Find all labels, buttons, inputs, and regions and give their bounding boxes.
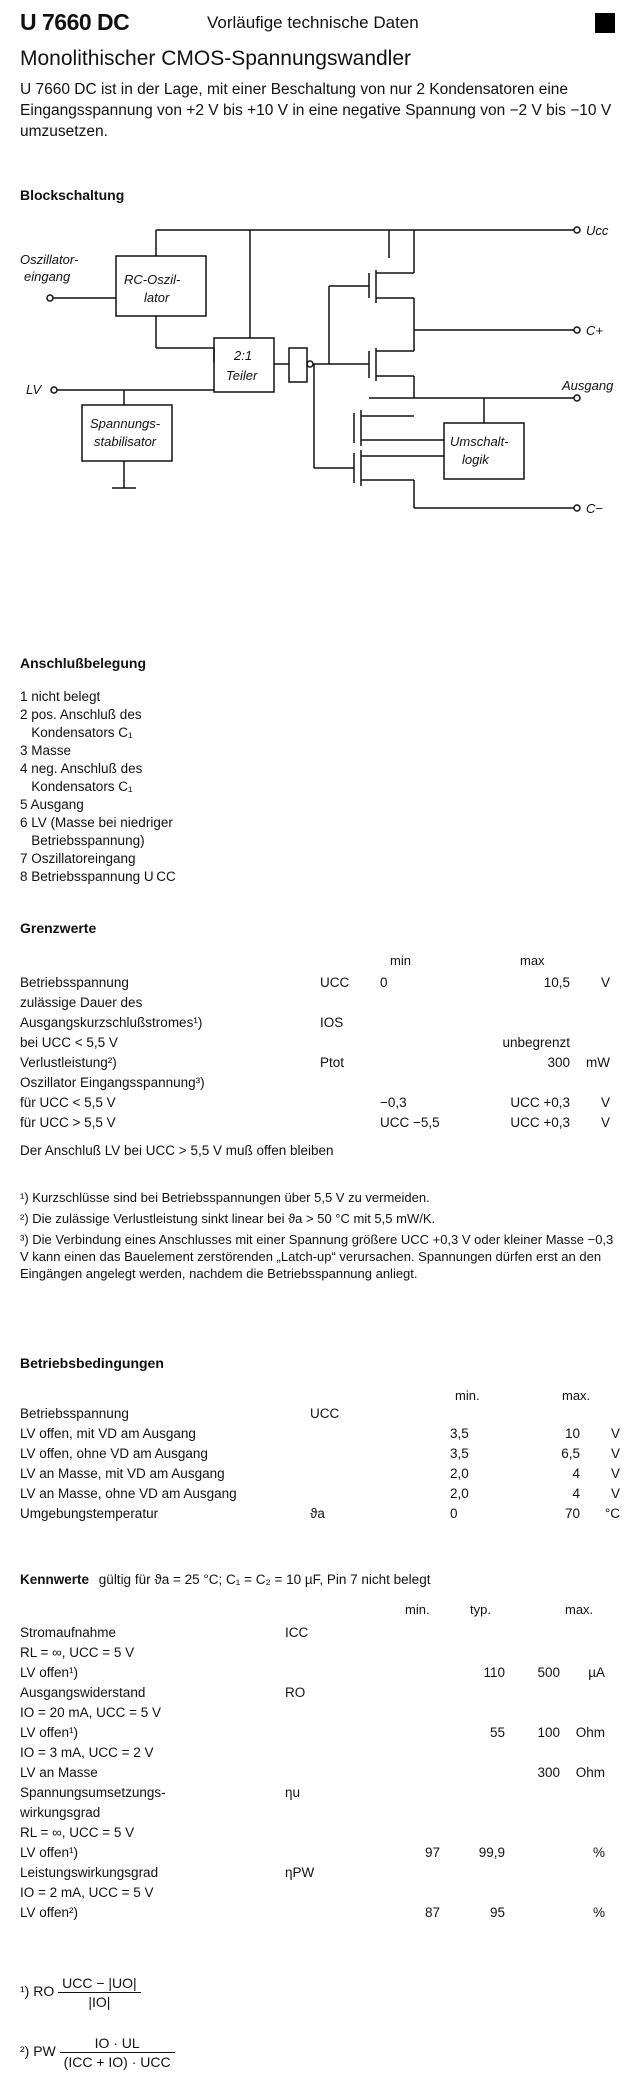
char-col-max: max. (565, 1602, 594, 1617)
cell-typ: 110 (483, 1665, 505, 1680)
cell-unit: V (610, 1426, 620, 1441)
cell-typ (440, 1785, 505, 1805)
cell-min: 3,5 (450, 1426, 469, 1441)
cell-sym: IOS (320, 1015, 344, 1030)
buffer-block (289, 348, 307, 382)
cell-param: LV offen²) (20, 1905, 79, 1920)
cell-sym (320, 1095, 380, 1115)
characteristics-heading-line (20, 1572, 430, 1587)
cell-min: 2,0 (450, 1466, 469, 1481)
cell-min: 0 (380, 975, 388, 990)
table-row (20, 1905, 605, 1925)
characteristics-table (20, 1625, 605, 1925)
table-row (20, 1446, 620, 1466)
formula-power-efficiency (20, 2035, 175, 2070)
pin-item: 4 neg. Anschluß des (20, 761, 143, 776)
cell-param: Betriebsspannung (20, 975, 129, 990)
c-minus-terminal (574, 505, 580, 511)
pin-item: 5 Ausgang (20, 797, 84, 812)
cell-unit (560, 1805, 605, 1825)
cell-param: Leistungswirkungsgrad (20, 1865, 159, 1880)
cell-min (380, 1075, 460, 1095)
pin-item: Kondensators C₁ (20, 779, 133, 794)
table-row (20, 1825, 605, 1845)
pinout-list (20, 688, 320, 886)
table-row (20, 1055, 610, 1075)
formula-2-label: ²) PW (20, 2043, 56, 2060)
lv-terminal (51, 387, 57, 393)
cell-max: 100 (537, 1725, 560, 1740)
formula-1-denominator: |IO| (88, 1994, 111, 2010)
operating-col-min: min. (455, 1388, 480, 1403)
cell-min (400, 1665, 440, 1685)
cell-min: 2,0 (450, 1486, 469, 1501)
cell-typ (440, 1685, 505, 1705)
cell-param: LV an Masse (20, 1765, 98, 1780)
table-row (20, 995, 610, 1015)
cell-typ (440, 1805, 505, 1825)
cell-unit (570, 1035, 610, 1055)
cell-max (505, 1625, 560, 1645)
svg-text:lator: lator (144, 290, 170, 305)
cell-min (400, 1765, 440, 1785)
cell-typ (440, 1745, 505, 1765)
limits-col-min: min (390, 953, 411, 968)
cell-min: 97 (424, 1845, 440, 1860)
product-title: Monolithischer CMOS-Spannungswandler (20, 47, 412, 70)
table-row (20, 1885, 605, 1905)
cell-param: Umgebungstemperatur (20, 1506, 159, 1521)
limits-table-wrap (20, 975, 610, 1135)
cell-min (380, 995, 460, 1015)
cell-sym (310, 1426, 450, 1446)
c-plus-terminal (574, 327, 580, 333)
cell-min (400, 1625, 440, 1645)
table-row (20, 1745, 605, 1765)
cell-sym (285, 1765, 400, 1785)
cell-min (400, 1885, 440, 1905)
table-row (20, 1075, 610, 1095)
pin-item: Betriebsspannung) (20, 833, 145, 848)
cell-max: 500 (537, 1665, 560, 1680)
svg-text:C−: C− (586, 501, 603, 516)
table-row (20, 1115, 610, 1135)
table-row (20, 1486, 620, 1506)
table-row (20, 1406, 620, 1426)
table-row (20, 1845, 605, 1865)
cell-min: −0,3 (380, 1095, 407, 1110)
cell-param: IO = 2 mA, UCC = 5 V (20, 1885, 154, 1900)
cell-sym (320, 1075, 380, 1095)
table-row (20, 1625, 605, 1645)
cell-unit (560, 1745, 605, 1765)
cell-sym: UCC (310, 1406, 340, 1421)
characteristics-condition: gültig für ϑa = 25 °C; C₁ = C₂ = 10 µF, Pin 7 nicht belegt (98, 1572, 431, 1587)
divider-block (214, 338, 274, 392)
formula-2-denominator: (ICC + IO) · UCC (63, 2054, 171, 2070)
table-row (20, 1466, 620, 1486)
part-number: U 7660 DC (20, 9, 130, 35)
cell-max (505, 1685, 560, 1705)
cell-unit (560, 1685, 605, 1705)
limits-note: Der Anschluß LV bei UCC > 5,5 V muß offen bleiben (20, 1143, 334, 1158)
characteristics-table-wrap (20, 1625, 605, 1925)
footnote: ²) Die zulässige Verlustleistung sinkt linear bei ϑa > 50 °C mit 5,5 mW/K. (20, 1211, 436, 1226)
pin-item: 1 nicht belegt (20, 689, 101, 704)
cell-min (400, 1705, 440, 1725)
cell-unit: Ohm (575, 1725, 605, 1740)
cell-unit: V (600, 1115, 610, 1130)
cell-param: LV offen, mit VD am Ausgang (20, 1426, 196, 1441)
pin-item: 7 Oszillatoreingang (20, 851, 136, 866)
cell-unit (570, 1075, 610, 1095)
characteristics-heading: Kennwerte (20, 1572, 90, 1587)
cell-sym (285, 1725, 400, 1745)
cell-sym (285, 1825, 400, 1845)
cell-max (505, 1865, 560, 1885)
cell-param: Betriebsspannung (20, 1406, 129, 1421)
cell-max: 300 (537, 1765, 560, 1780)
cell-max: unbegrenzt (502, 1035, 570, 1050)
cell-typ (440, 1825, 505, 1845)
table-row (20, 1035, 610, 1055)
svg-text:stabilisator: stabilisator (94, 434, 157, 449)
cell-param: RL = ∞, UCC = 5 V (20, 1825, 135, 1840)
svg-text:2:1: 2:1 (234, 348, 253, 363)
cell-param: LV offen¹) (20, 1845, 79, 1860)
cell-unit: °C (604, 1506, 620, 1521)
cell-sym (285, 1885, 400, 1905)
inverter-bubble (307, 361, 313, 367)
cell-min (400, 1785, 440, 1805)
cell-sym (285, 1745, 400, 1765)
cell-max (505, 1885, 560, 1905)
cell-param: IO = 3 mA, UCC = 2 V (20, 1745, 154, 1760)
svg-text:Spannungs-: Spannungs- (90, 416, 161, 431)
footnote: ³) Die Verbindung eines Anschlusses mit einer Spannung größere UCC +0,3 V oder kleiner Masse −0,3 V kann einen das Bauelement zerstörenden „Latch-up“ verursachen. Spannungen dürfen erst an den Eingängen angelegt werden, nachdem die Betriebsspannung anliegt. (20, 1232, 614, 1281)
cell-min: 87 (424, 1905, 440, 1920)
cell-sym (285, 1665, 400, 1685)
operating-table (20, 1406, 620, 1526)
cell-sym: ϑa (310, 1506, 325, 1521)
cell-max: 6,5 (561, 1446, 580, 1461)
cell-max (530, 1406, 580, 1426)
document-subtitle: Vorläufige technische Daten (207, 13, 419, 32)
table-row (20, 1805, 605, 1825)
cell-unit: V (610, 1486, 620, 1501)
cell-typ (440, 1645, 505, 1665)
cell-unit: mW (586, 1055, 610, 1070)
cell-unit: V (600, 1095, 610, 1110)
cell-max (460, 1075, 570, 1095)
svg-text:logik: logik (462, 452, 489, 467)
table-row (20, 1095, 610, 1115)
cell-unit: % (592, 1845, 605, 1860)
cell-param: Ausgangswiderstand (20, 1685, 146, 1700)
cell-unit (560, 1825, 605, 1845)
voltage-stabilizer-block (82, 405, 172, 461)
cell-max (505, 1705, 560, 1725)
char-col-typ: typ. (470, 1602, 491, 1617)
svg-text:Umschalt-: Umschalt- (450, 434, 509, 449)
cell-sym (285, 1845, 400, 1865)
cell-max: 70 (564, 1506, 580, 1521)
cell-param: Verlustleistung²) (20, 1055, 117, 1070)
cell-max: 10,5 (543, 975, 570, 990)
block-diagram-heading: Blockschaltung (20, 187, 125, 203)
cell-sym (320, 1115, 380, 1135)
cell-param: LV offen¹) (20, 1725, 79, 1740)
footnotes (20, 1189, 620, 1286)
cell-unit: Ohm (575, 1765, 605, 1780)
cell-param: für UCC < 5,5 V (20, 1095, 116, 1110)
cell-sym: Ptot (320, 1055, 345, 1070)
cell-max: 10 (564, 1426, 580, 1441)
cell-unit (560, 1785, 605, 1805)
cell-typ: 99,9 (478, 1845, 505, 1860)
cell-unit (560, 1865, 605, 1885)
pin-item: Kondensators C₁ (20, 725, 133, 740)
cell-param: LV an Masse, ohne VD am Ausgang (20, 1486, 237, 1501)
table-row (20, 1785, 605, 1805)
svg-text:C+: C+ (586, 323, 603, 338)
cell-param: Ausgangskurzschlußstromes¹) (20, 1015, 203, 1030)
cell-max: UCC +0,3 (510, 1115, 570, 1130)
cell-typ: 55 (489, 1725, 505, 1740)
pin-item: 6 LV (Masse bei niedriger (20, 815, 173, 830)
corner-mark (595, 13, 615, 33)
footnote: ¹) Kurzschlüsse sind bei Betriebsspannungen über 5,5 V zu vermeiden. (20, 1190, 430, 1205)
cell-max (505, 1905, 560, 1925)
cell-unit (570, 995, 610, 1015)
cell-min (400, 1725, 440, 1745)
cell-sym: ηPW (285, 1865, 315, 1880)
cell-unit (560, 1705, 605, 1725)
svg-text:RC-Oszil-: RC-Oszil- (124, 272, 181, 287)
operating-table-wrap (20, 1406, 620, 1526)
cell-param: LV an Masse, mit VD am Ausgang (20, 1466, 225, 1481)
table-row (20, 1645, 605, 1665)
operating-heading: Betriebsbedingungen (20, 1355, 164, 1371)
intro-paragraph: U 7660 DC ist in der Lage, mit einer Beschaltung von nur 2 Kondensatoren eine Eingangsspannung von +2 V bis +10 V in eine negative Spannung von −2 V bis −10 V umzusetzen. (20, 81, 612, 140)
cell-min (380, 1055, 460, 1075)
cell-sym (320, 995, 380, 1015)
switch-logic-block (444, 423, 524, 479)
cell-typ (440, 1625, 505, 1645)
cell-param: bei UCC < 5,5 V (20, 1035, 118, 1050)
cell-sym: RO (285, 1685, 306, 1700)
cell-max (505, 1745, 560, 1765)
cell-sym (310, 1466, 450, 1486)
cell-min: 3,5 (450, 1446, 469, 1461)
cell-min (400, 1825, 440, 1845)
cell-min (450, 1406, 530, 1426)
table-row (20, 1685, 605, 1705)
cell-typ (440, 1705, 505, 1725)
cell-unit (570, 1015, 610, 1035)
cell-max: 300 (547, 1055, 570, 1070)
cell-sym (285, 1905, 400, 1925)
cell-max (460, 995, 570, 1015)
cell-min (400, 1685, 440, 1705)
cell-max (460, 1015, 570, 1035)
formula-output-resistance (20, 1975, 141, 2010)
limits-col-max: max (520, 953, 545, 968)
cell-max (505, 1805, 560, 1825)
table-row (20, 1665, 605, 1685)
cell-param: wirkungsgrad (20, 1805, 101, 1820)
cell-sym (285, 1645, 400, 1665)
table-row (20, 1426, 620, 1446)
operating-col-max: max. (562, 1388, 591, 1403)
table-row (20, 1506, 620, 1526)
cell-sym (285, 1705, 400, 1725)
cell-max: 4 (572, 1466, 580, 1481)
cell-sym (285, 1805, 400, 1825)
output-label: Ausgang (562, 378, 614, 393)
cell-sym: ICC (285, 1625, 309, 1640)
cell-min (400, 1865, 440, 1885)
cell-typ: 95 (489, 1905, 505, 1920)
table-row (20, 1705, 605, 1725)
cell-param: für UCC > 5,5 V (20, 1115, 116, 1130)
cell-unit: V (610, 1446, 620, 1461)
table-row (20, 1725, 605, 1745)
table-row (20, 975, 610, 995)
osc-input-label-1: Oszillator- (20, 252, 79, 267)
cell-param: IO = 20 mA, UCC = 5 V (20, 1705, 162, 1720)
cell-param: zulässige Dauer des (20, 995, 143, 1010)
cell-sym (320, 1035, 380, 1055)
table-row (20, 1865, 605, 1885)
cell-max (505, 1785, 560, 1805)
ucc-terminal (574, 227, 580, 233)
cell-sym (310, 1446, 450, 1466)
cell-param: LV offen, ohne VD am Ausgang (20, 1446, 208, 1461)
limits-table (20, 975, 610, 1135)
formula-1-numerator: UCC − |UO| (58, 1975, 141, 1993)
cell-min (400, 1645, 440, 1665)
cell-typ (440, 1885, 505, 1905)
cell-param: LV offen¹) (20, 1665, 79, 1680)
osc-input-terminal (47, 295, 53, 301)
cell-unit: % (592, 1905, 605, 1920)
pin-item: 2 pos. Anschluß des (20, 707, 142, 722)
cell-param: Oszillator Eingangsspannung³) (20, 1075, 205, 1090)
cell-sym (310, 1486, 450, 1506)
cell-param: Spannungsumsetzungs- (20, 1785, 166, 1800)
cell-unit: V (610, 1466, 620, 1481)
cell-param: RL = ∞, UCC = 5 V (20, 1645, 135, 1660)
cell-unit: V (600, 975, 610, 990)
char-col-min: min. (405, 1602, 430, 1617)
cell-unit: µA (588, 1665, 605, 1680)
ucc-label: Ucc (586, 223, 609, 238)
cell-min (400, 1805, 440, 1825)
cell-max: UCC +0,3 (510, 1095, 570, 1110)
cell-param: Stromaufnahme (20, 1625, 117, 1640)
cell-max (505, 1645, 560, 1665)
lv-label: LV (26, 382, 42, 397)
formula-2-numerator: IO · UL (60, 2035, 175, 2053)
cell-max (505, 1845, 560, 1865)
cell-unit (560, 1885, 605, 1905)
cell-unit (560, 1645, 605, 1665)
svg-text:Teiler: Teiler (226, 368, 258, 383)
cell-max: 4 (572, 1486, 580, 1501)
cell-typ (440, 1765, 505, 1785)
cell-typ (440, 1865, 505, 1885)
table-row (20, 1765, 605, 1785)
cell-unit (580, 1406, 620, 1426)
cell-min: 0 (450, 1506, 458, 1521)
cell-min (380, 1035, 460, 1055)
cell-sym: UCC (320, 975, 350, 990)
table-row (20, 1015, 610, 1035)
cell-max (505, 1825, 560, 1845)
cell-sym: ηu (285, 1785, 301, 1800)
osc-input-label-2: eingang (24, 269, 71, 284)
block-diagram (14, 218, 614, 558)
pin-item: 3 Masse (20, 743, 72, 758)
pinout-heading: Anschlußbelegung (20, 655, 146, 671)
cell-min (400, 1745, 440, 1765)
cell-min (380, 1015, 460, 1035)
pin-item: 8 Betriebsspannung U CC (20, 869, 176, 884)
formula-1-label: ¹) RO (20, 1983, 55, 2000)
cell-unit (560, 1625, 605, 1645)
limits-heading: Grenzwerte (20, 920, 97, 936)
output-terminal (574, 395, 580, 401)
cell-min: UCC −5,5 (380, 1115, 440, 1130)
